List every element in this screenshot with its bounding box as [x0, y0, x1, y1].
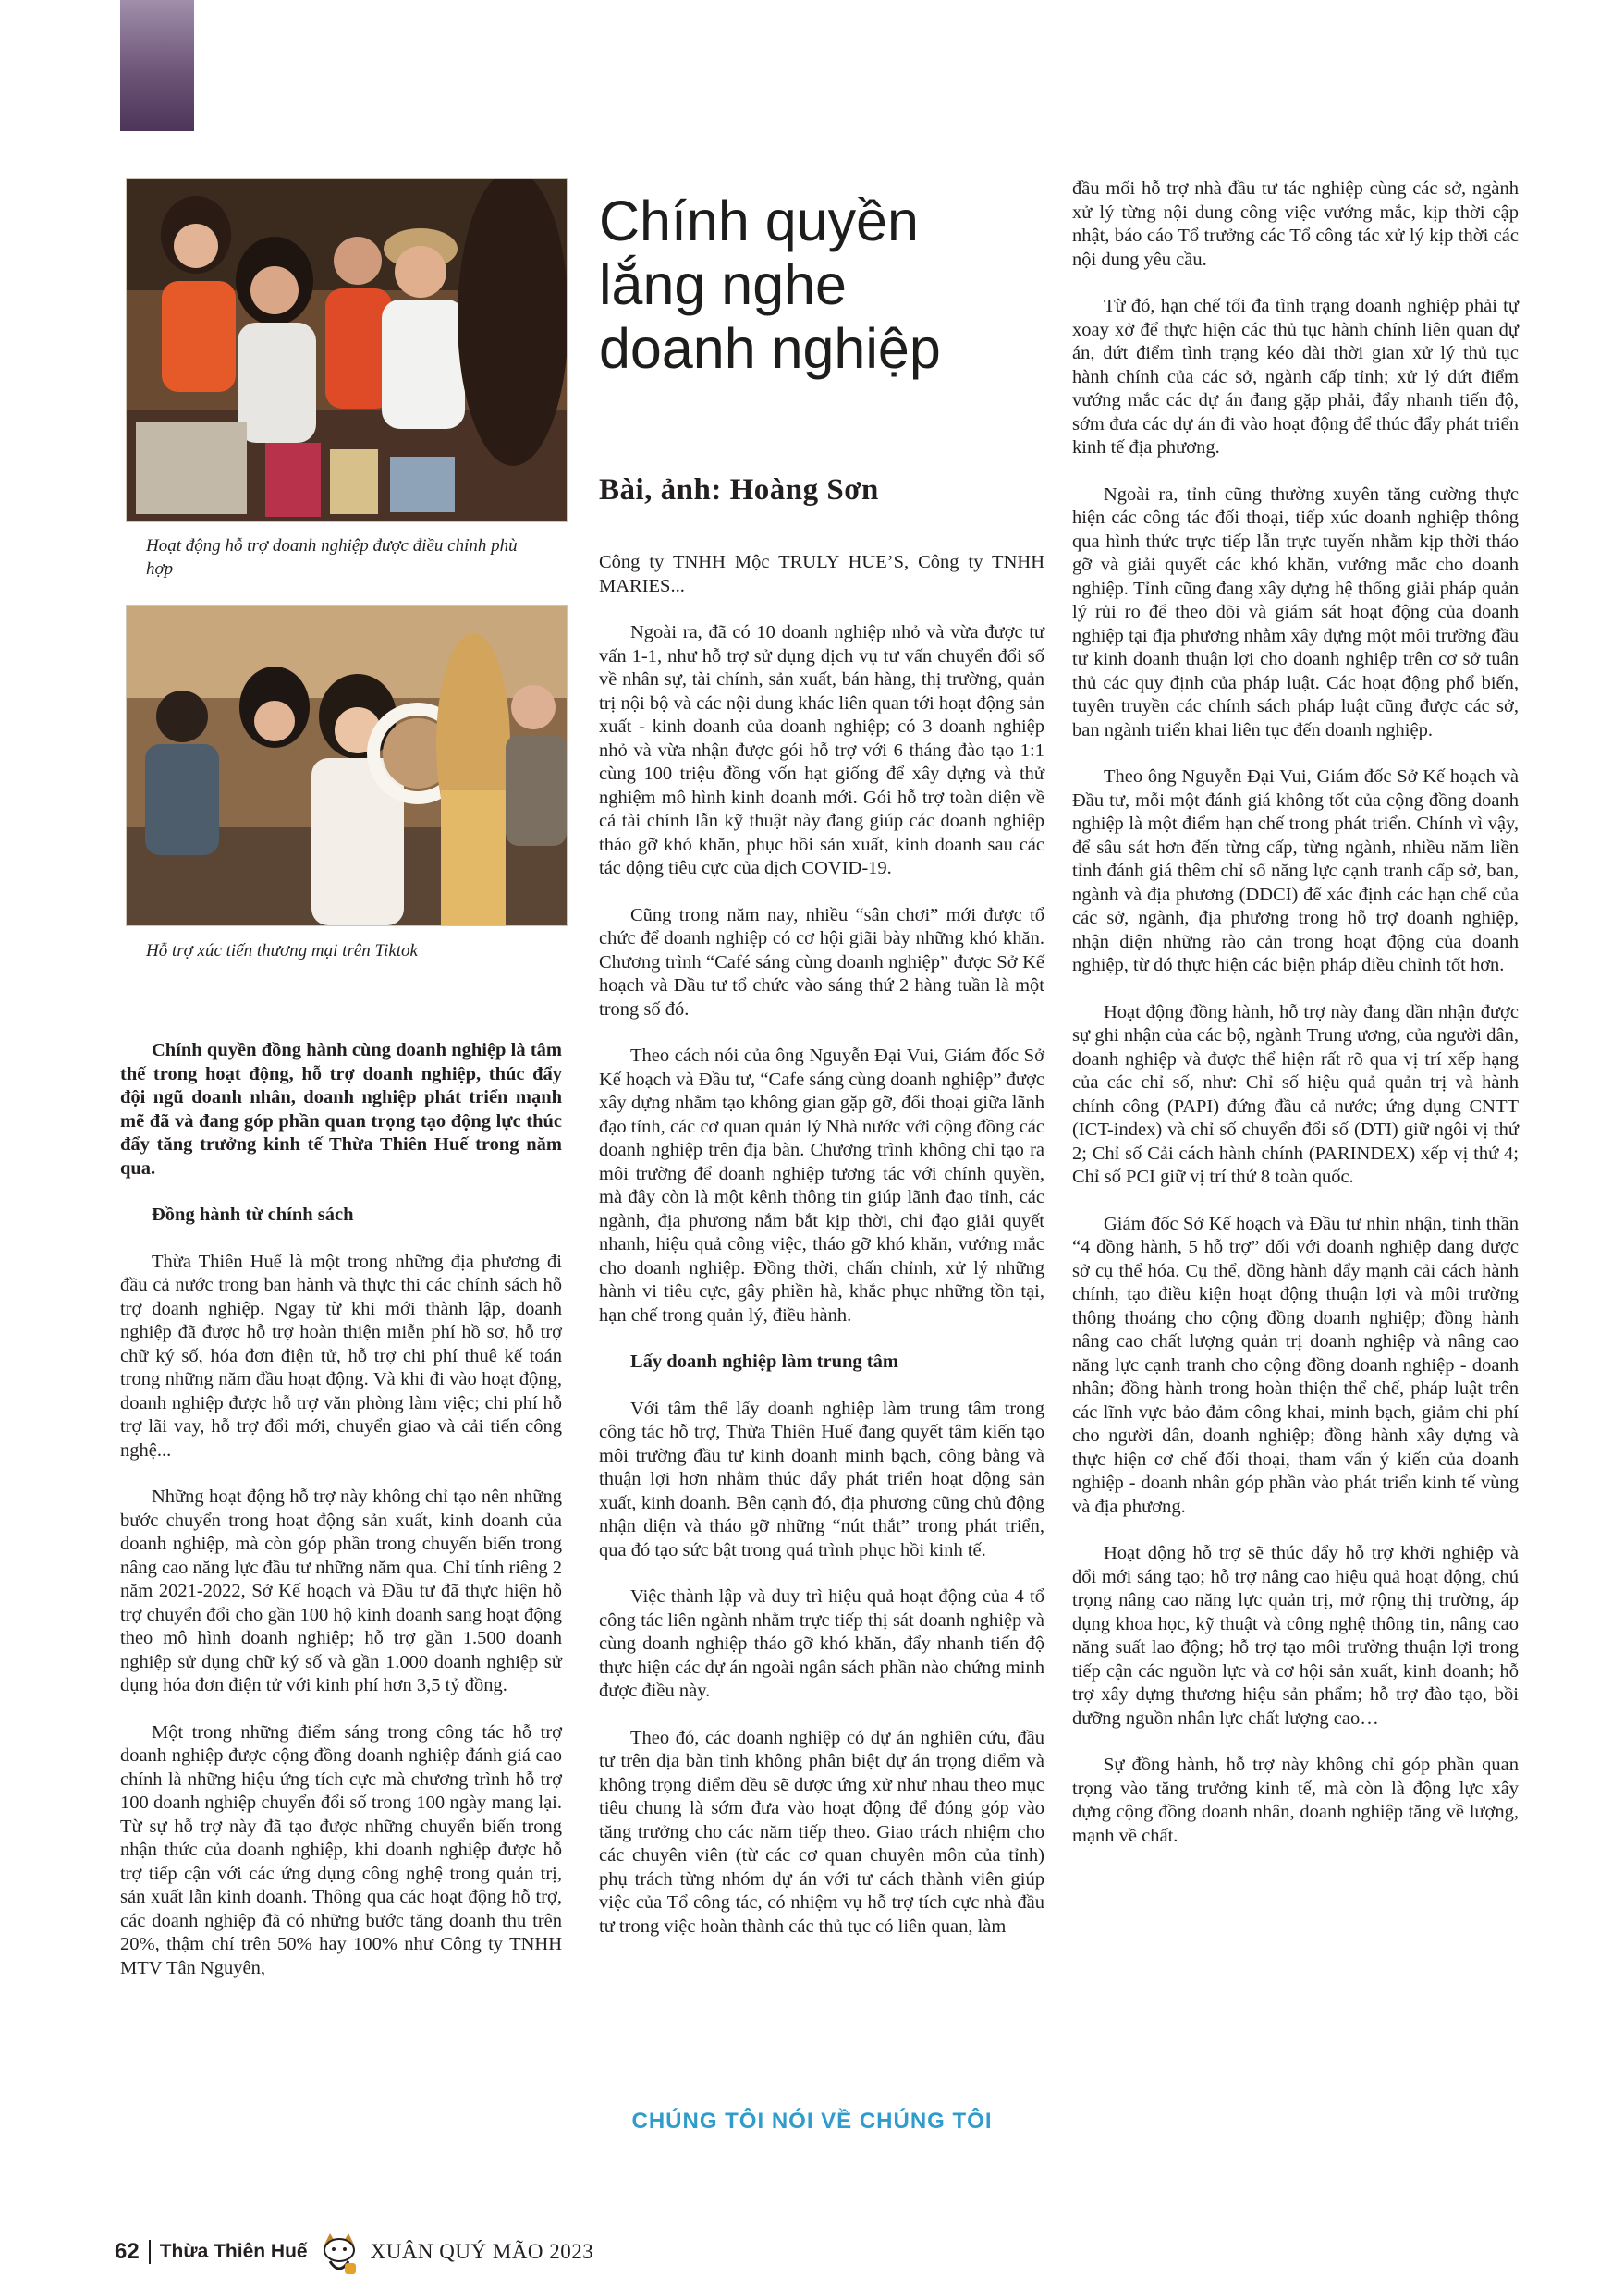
photo-tiktok-promotion: [126, 605, 568, 926]
article-byline: Bài, ảnh: Hoàng Sơn: [599, 473, 879, 507]
page-folio: [115, 2228, 593, 2276]
photo-business-support: [126, 178, 568, 522]
folio-divider: [149, 2240, 151, 2264]
article-lead: Chính quyền đồng hành cùng doanh nghiệp là tâm thế trong hoạt động, hỗ trợ doanh nghiệp, thúc đẩy đội ngũ doanh nhân, doanh nghiệp phát triển mạnh mẽ đã và đang góp phần quan trọng tạo động lực thúc đẩy tăng trưởng kinh tế Thừa Thiên Huế trong năm qua.: [120, 1040, 562, 1179]
article-paragraph: Việc thành lập và duy trì hiệu quả hoạt động của 4 tổ công tác liên ngành nhằm trực tiếp thị sát doanh nghiệp và cùng doanh nghiệp tháo gỡ khó khăn, đẩy nhanh tiến độ thực hiện các dự án ngoài ngân sách phần nào chứng minh được điều này.: [599, 1586, 1044, 1701]
article-paragraph: đầu mối hỗ trợ nhà đầu tư tác nghiệp cùng các sở, ngành xử lý từng nội dung công việc vướng mắc, kịp thời cập nhật, báo cáo Tổ trưởng các Tổ công tác xử lý kịp thời các nội dung yêu cầu.: [1072, 178, 1519, 270]
section-footer-label: CHÚNG TÔI NÓI VỀ CHÚNG TÔI: [631, 2109, 993, 2134]
cat-logo-icon: [317, 2228, 361, 2276]
article-paragraph: Giám đốc Sở Kế hoạch và Đầu tư nhìn nhận, tinh thần “4 đồng hành, 5 hỗ trợ” đối với doanh nghiệp đang được sở cụ thể hóa. Cụ thể, đồng hành đẩy mạnh cải cách hành chính, tạo điều kiện hoạt động thuận lợi và môi trường thông thoáng cho cộng đồng doanh nghiệp; đồng hành nâng cao chất lượng quản trị doanh nghiệp và nâng cao năng lực cạnh tranh cho cộng đồng doanh nghiệp - doanh nhân; đồng hành trong hoàn thiện thể chế, pháp luật trên các lĩnh vực bảo đảm công khai, minh bạch, giảm chi phí cho người dân, doanh nghiệp; đồng hành xây dựng và thực hiện cơ chế đối thoại, tham vấn ý kiến của doanh nghiệp - doanh nhân góp phần vào phát triển kinh tế vùng và địa phương.: [1072, 1213, 1519, 1517]
article-paragraph: Sự đồng hành, hỗ trợ này không chỉ góp phần quan trọng vào tăng trưởng kinh tế, mà còn là động lực xây dựng cộng đồng doanh nhân, doanh nghiệp tăng về lượng, mạnh về chất.: [1072, 1755, 1519, 1846]
article-paragraph: Công ty TNHH Mộc TRULY HUE’S, Công ty TNHH MARIES...: [599, 552, 1044, 596]
article-paragraph: Từ đó, hạn chế tối đa tình trạng doanh nghiệp phải tự xoay xở để thực hiện các thủ tục hành chính liên quan dự án, dứt điểm tình trạng kéo dài thời gian xử lý thủ tục hành chính của các sở, ngành cấp tỉnh; xử lý dứt điểm vướng mắc các dự án đang gặp phải, đẩy nhanh tiến độ, sớm đưa các dự án đi vào hoạt động để thúc đẩy phát triển kinh tế địa phương.: [1072, 296, 1519, 458]
magazine-name: Thừa Thiên Huế: [159, 2241, 308, 2262]
article-paragraph: Thừa Thiên Huế là một trong những địa phương đi đầu cả nước trong ban hành và thực thi các chính sách hỗ trợ doanh nghiệp. Ngay từ khi mới thành lập, doanh nghiệp đã được hỗ trợ hoàn thiện miễn phí hồ sơ, hỗ trợ chữ ký số, hóa đơn điện tử, hỗ trợ chi phí thuê kế toán trong những năm đầu hoạt động. Và khi đi vào hoạt động, doanh nghiệp được hỗ trợ văn phòng làm việc; chi phí hỗ trợ lãi vay, hỗ trợ đổi mới, chuyển giao và cải tiến công nghệ...: [120, 1251, 562, 1461]
article-paragraph: Với tâm thế lấy doanh nghiệp làm trung tâm trong công tác hỗ trợ, Thừa Thiên Huế đang quyết tâm kiến tạo môi trường đầu tư kinh doanh minh bạch, công bằng và thuận lợi hơn nhằm thúc đẩy phát triển hoạt động sản xuất, kinh doanh. Bên cạnh đó, địa phương cũng chủ động nhận diện và tháo gỡ những “nút thắt” trong phát triển, qua đó tạo sức bật trong quá trình phục hồi kinh tế.: [599, 1398, 1044, 1560]
article-paragraph: Theo ông Nguyễn Đại Vui, Giám đốc Sở Kế hoạch và Đầu tư, mỗi một đánh giá không tốt của cộng đồng doanh nghiệp là một điểm hạn chế trong phát triển. Chính vì vậy, để sâu sát hơn đến từng cấp, từng ngành, nhiều năm liền tỉnh đánh giá thêm chỉ số năng lực cạnh tranh cấp sở, ban, ngành và địa phương (DDCI) để xác định các hạn chế của các sở, ngành, địa phương trong hỗ trợ doanh nghiệp, nhận diện những rào cản trong hoạt động của doanh nghiệp, từ đó thực hiện các biện pháp điều chỉnh tốt hơn.: [1072, 766, 1519, 975]
section-heading: Đồng hành từ chính sách: [152, 1205, 354, 1225]
issue-label: XUÂN QUÝ MÃO 2023: [370, 2240, 594, 2263]
page-number: 62: [115, 2239, 140, 2264]
section-tab: [120, 0, 194, 131]
section-heading: Lấy doanh nghiệp làm trung tâm: [630, 1352, 898, 1372]
article-column-2: [599, 551, 1044, 1962]
article-paragraph: Một trong những điểm sáng trong công tác hỗ trợ doanh nghiệp được cộng đồng doanh nghiệp đánh giá cao chính là những hiệu ứng tích cực mà chương trình hỗ trợ 100 doanh nghiệp chuyển đổi số trong 100 ngày mang lại. Từ sự hỗ trợ này đã tạo được những chuyển biến trong nhận thức của doanh nghiệp, khi doanh nghiệp được hỗ trợ tiếp cận với các ứng dụng công nghệ trong quản trị, sản xuất lẫn kinh doanh. Thông qua các hoạt động hỗ trợ, các doanh nghiệp đã có những bước tăng doanh thu trên 20%, thậm chí trên 50% hay 100% như Công ty TNHH MTV Tân Nguyên,: [120, 1721, 562, 1978]
article-paragraph: Cũng trong năm nay, nhiều “sân chơi” mới được tổ chức để doanh nghiệp có cơ hội giãi bày những khó khăn. Chương trình “Café sáng cùng doanh nghiệp” được Sở Kế hoạch và Đầu tư tổ chức vào sáng thứ 2 hàng tuần là một trong số đó.: [599, 904, 1044, 1020]
photo-caption-2: Hỗ trợ xúc tiến thương mại trên Tiktok: [146, 941, 418, 960]
article-column-1: [120, 1039, 562, 2003]
article-title: Chính quyền lắng nghe doanh nghiệp: [599, 190, 941, 380]
article-paragraph: Ngoài ra, tỉnh cũng thường xuyên tăng cường thực hiện các công tác đối thoại, tiếp xúc doanh nghiệp thông qua hình thức trực tiếp lẫn trực tuyến nhằm kịp thời tháo gỡ và giải quyết các khó khăn, vướng mắc cho doanh nghiệp. Tỉnh cũng đang xây dựng hệ thống giải pháp quản lý rủi ro để theo dõi và giám sát hoạt động của doanh nghiệp tại địa phương nhằm xây dựng một môi trường đầu tư kinh doanh thuận lợi cho doanh nghiệp trên cơ sở tuân thủ các quy định của pháp luật. Các hoạt động phổ biến, tuyên truyền các chính sách pháp luật cũng được các sở, ban ngành triển khai liên tục đến doanh nghiệp.: [1072, 483, 1519, 740]
article-paragraph: Những hoạt động hỗ trợ này không chỉ tạo nên những bước chuyển trong hoạt động sản xuất, kinh doanh của doanh nghiệp, mà còn góp phần trong chuyển biến trong nâng cao năng lực đầu tư những năm qua. Chỉ tính riêng 2 năm 2021-2022, Sở Kế hoạch và Đầu tư đã thực hiện hỗ trợ chuyển đổi cho gần 100 hộ kinh doanh sang hoạt động theo mô hình doanh nghiệp; hỗ trợ gần 1.500 doanh nghiệp sử dụng chữ ký số và gần 1.000 doanh nghiệp sử dụng hóa đơn điện tử với kinh phí hơn 3,5 tỷ đồng.: [120, 1487, 562, 1695]
article-column-3: [1072, 177, 1519, 1871]
article-paragraph: Theo cách nói của ông Nguyễn Đại Vui, Giám đốc Sở Kế hoạch và Đầu tư, “Cafe sáng cùng doanh nghiệp” được xây dựng nhằm tạo không gian gặp gỡ, đối thoại giữa lãnh đạo tỉnh, các cơ quan quản lý Nhà nước với cộng đồng các doanh nghiệp trên địa bàn. Chương trình không chỉ tạo ra môi trường để doanh nghiệp tương tác với chính quyền, mà đây còn là một kênh thông tin giúp lãnh đạo tỉnh, các ngành, địa phương nắm bắt kịp thời, chỉ đạo giải quyết nhanh, hiệu quả công việc, tháo gỡ khó khăn, vướng mắc cho doanh nghiệp. Đồng thời, chấn chỉnh, xử lý những hành vi tiêu cực, gây phiền hà, khắc phục những tồn tại, hạn chế trong quản lý, điều hành.: [599, 1046, 1044, 1326]
article-paragraph: Theo đó, các doanh nghiệp có dự án nghiên cứu, đầu tư trên địa bàn tỉnh không phân biệt dự án trọng điểm và không trọng điểm đều sẽ được ứng xử như nhau theo mục tiêu chung là sớm đưa vào hoạt động để đóng góp vào tăng trưởng cho các năm tiếp theo. Giao trách nhiệm cho các chuyên viên (từ các cơ quan chuyên môn của tỉnh) phụ trách từng nhóm dự án với tư cách thành viên giúp việc của Tổ công tác, có nhiệm vụ hỗ trợ tích cực nhà đầu tư trong việc hoàn thành các thủ tục có liên quan, làm: [599, 1727, 1044, 1937]
article-paragraph: Hoạt động đồng hành, hỗ trợ này đang dần nhận được sự ghi nhận của các bộ, ngành Trung ương, của người dân, doanh nghiệp và được thể hiện rất rõ qua vị trí xếp hạng của các chỉ số, như: Chỉ số hiệu quả quản trị và hành chính công (PAPI) đứng đầu cả nước; ứng dụng CNTT (ICT-index) và chỉ số chuyển đổi số (DTI) giữ ngôi vị thứ 2; Chỉ số Cải cách hành chính (PARINDEX) xếp vị thứ 4; Chỉ số PCI giữ vị trí thứ 8 toàn quốc.: [1072, 1001, 1519, 1187]
article-paragraph: Ngoài ra, đã có 10 doanh nghiệp nhỏ và vừa được tư vấn 1-1, như hỗ trợ sử dụng dịch vụ tư vấn chuyển đổi số về nhân sự, tài chính, sản xuất, bán hàng, thị trường, quản trị nội bộ và các nội dung khác liên quan tới hoạt động sản xuất - kinh doanh của doanh nghiệp; có 3 doanh nghiệp nhỏ và vừa nhận được gói hỗ trợ với 6 tháng đào tạo 1:1 cùng 100 triệu đồng vốn hạt giống để xây dựng và thử nghiệm mô hình kinh doanh mới. Gói hỗ trợ toàn diện về cả tài chính lẫn kỹ thuật này đang giúp các doanh nghiệp tháo gỡ khó khăn, phục hồi sản xuất, kinh doanh sau các tác động tiêu cực của dịch COVID-19.: [599, 622, 1044, 878]
article-paragraph: Hoạt động hỗ trợ sẽ thúc đẩy hỗ trợ khởi nghiệp và đổi mới sáng tạo; hỗ trợ nâng cao hiệu quả hoạt động, chú trọng nâng cao năng lực quản trị, mở rộng thị trường, áp dụng khoa học, kỹ thuật và công nghệ thông tin, nâng cao năng suất lao động; hỗ trợ tạo môi trường thuận lợi trong tiếp cận các nguồn lực và cơ hội sản xuất, kinh doanh; hỗ trợ xây dựng thương hiệu sản phẩm; hỗ trợ đào tạo, bồi dưỡng nguồn nhân lực chất lượng cao…: [1072, 1543, 1519, 1729]
photo-caption-1: Hoạt động hỗ trợ doanh nghiệp được điều chỉnh phù hợp: [146, 536, 518, 579]
